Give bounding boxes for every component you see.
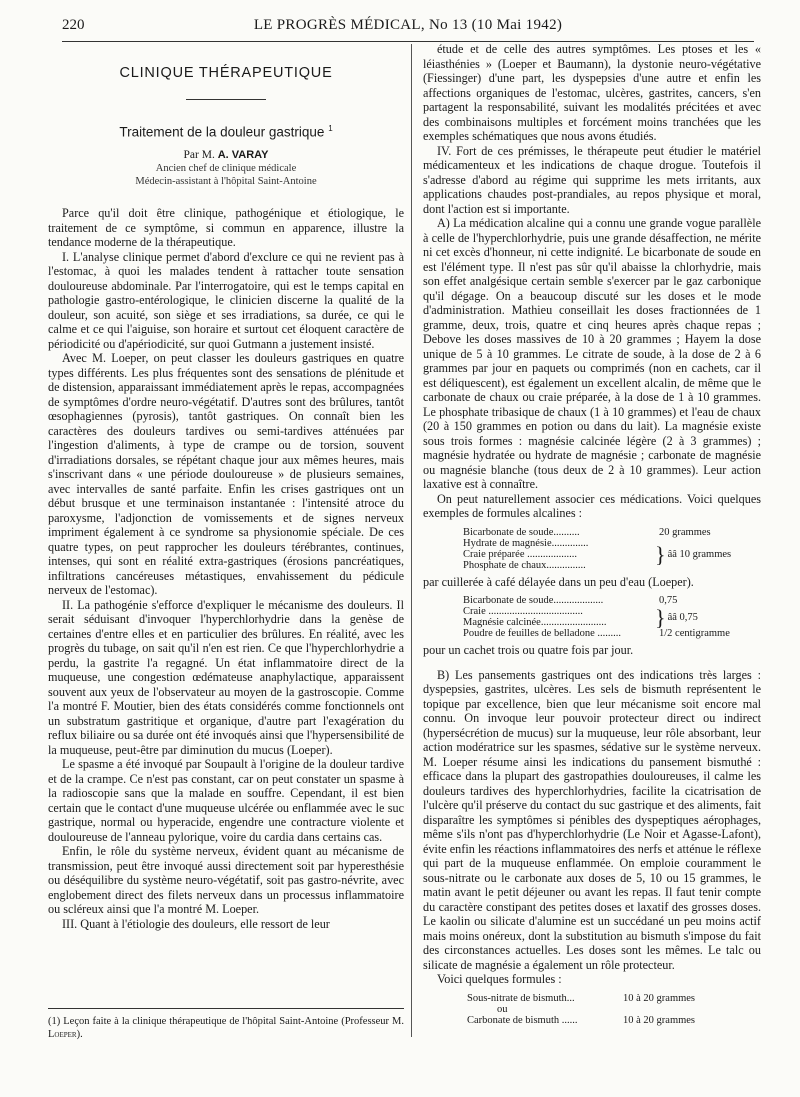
formula-2-dose-shared: ââ 0,75	[667, 611, 698, 623]
formula-3-or: ou	[497, 1003, 508, 1015]
left-paragraph: II. La pathogénie s'efforce d'expliquer le mécanisme des douleurs. Il serait séduisant d'invoquer l'hyperchlorhydrie dans la genèse de certaines d'entre elles et en particulier des brûlures. En réalité, avec les progrès du tubage, on sait qu'il n'en est rien. Ce que l'hyperchlorhydrie a perdu, la gastrite l'a regagné. Un état inflammatoire direct de la muqueuse, une congestion œdémateuse anaphylactique, apparaissent souvent aux yeux de l'observateur au moyen de la gastroscopie. Comme l'a montré F. Moutier, bien des états considérés comme fonctionnels ont un substratum gastritique et organique, d'autre part l'exagération du reflux biliaire ou sa durée ont été invoqués ainsi que l'hypersensibilité de la muqueuse, peut-être par diminution du mucus (Loeper).	[48, 597, 404, 757]
formula-3	[467, 993, 761, 1026]
formula-1-note: par cuillerée à café délayée dans un peu d'eau (Loeper).	[423, 574, 694, 589]
section-rule	[186, 99, 266, 100]
formula-1-row: Craie préparée ...................	[463, 548, 577, 560]
formula-2-row: Magnésie calcinée.........................	[463, 617, 607, 628]
footnote-end: ).	[76, 1029, 83, 1040]
left-paragraph: Parce qu'il doit être clinique, pathogénique et étiologique, le traitement de ce symptôme, si commun en apparence, illustre la tendance moderne de la thérapeutique.	[48, 206, 404, 249]
right-paragraph: A) La médication alcaline qui a connu une grande vogue parallèle à celle de l'hyperchlorhydrie, puis une grande désaffection, ne mérite ni cet excès d'honneur, ni cette indignité. Le bicarbonate de soude en est l'élément type. Il n'est pas sûr qu'il abaisse la chlorhydrie, mais son effet analgésique certain semble s'exercer par le gaz carbonique qu'il dégage. On a beaucoup discuté sur les doses et le mode d'administration. Mathieu conseillait les doses fractionnées de 1 gramme, deux, trois, quatre et cinq heures après chaque repas ; Debove les doses massives de 10 à 20 grammes ; Hayem la dose unique de 5 à 10 grammes. Le citrate de soude, à la dose de 2 à 6 grammes par jour en paquets ou comprimés (non en cachets, car il est déliquescent), est également un excellent alcalin, de même que le carbonate de chaux ou craie préparée, à la dose de 1 à 10 grammes. Le phosphate tribasique de chaux (1 à 10 grammes) et l'eau de chaux (20 à 150 grammes en potion ou dans du lait). La magnésie existe sous trois formes : magnésie calcinée légère (2 à 3 grammes) ; magnésie hydratée ou hydrate de magnésie ; carbonate de magnésie ou magnésie blanche (tous deux de 2 à 10 grammes). Leur action laxative est à connaître.	[423, 216, 761, 491]
formula-2-note: pour un cachet trois ou quatre fois par jour.	[423, 643, 634, 657]
formula-3-dose: 10 à 20 grammes	[623, 992, 696, 1004]
left-paragraph: Le spasme a été invoqué par Soupault à l'origine de la douleur tardive et de la crampe. Ce n'est pas constant, car on peut constater un spasme à la radioscopie sans que la malade en souffre. Cependant, il est bien certain que le contact d'une muqueuse ulcérée ou enflammée avec le suc gastrique, normal ou hyperacide, engendre une contracture violente et douloureuse de l'anneau pylorique, voire du cardia dans certains cas.	[48, 757, 404, 844]
left-paragraph: III. Quant à l'étiologie des douleurs, elle ressort de leur	[62, 916, 330, 931]
right-column	[423, 42, 761, 1030]
author-line	[48, 148, 404, 163]
author-name: A. VARAY	[217, 148, 269, 161]
right-body-top	[423, 42, 761, 521]
formula-1-row: Phosphate de chaux...............	[463, 559, 586, 571]
page-number: 220	[62, 17, 85, 33]
left-paragraph: Avec M. Loeper, on peut classer les douleurs gastriques en quatre types différents. Les plus fréquentes sont des sensations de plénitude et de distension, apparaissant immédiatement après le repas, accompagnées de symptômes d'ordre neuro-végétatif. D'autres sont des brûlures, tantôt œsophagiennes (pyrosis), tantôt gastriques. On connaît bien les caractères des douleurs tardives ou semi-tardives atténuées par l'ingestion d'aliments, à type de crampe ou de torsion, souvent d'irradiations dorsales, se répétant chaque jour aux mêmes heures, mais s'inscrivant dans « une période douloureuse » de plusieurs semaines, avec intervalles de santé parfaite. Enfin les crises gastriques ont un début brusque et une terminaison instantanée : l'intensité atroce du paroxysme, l'adjonction de vomissements et de signes nerveux impriment également à ce syndrome sa physionomie spéciale. De ces quatre types, on peut rapprocher les douleurs térébrantes, continues, intenses, qui sont en réalité extra-gastriques (érosions pancréatiques, infiltrations cancéreuses métastiques, envahissement du pédicule nerveux de l'estomac).	[48, 351, 404, 597]
right-paragraph: étude et de celle des autres symptômes. Les ptoses et les « léiasthénies » (Loeper et Baumann), la dystonie neuro-végétative (Fiessinger) d'une part, les dyspepsies d'une autre et enfin les affections organiques de l'estomac, ulcères, gastrites, cancers, s'en partagent la responsabilité, suivant les modalités précitées et avec des combinaisons multiples et forcément moins tranchées que les exemples schématiques que nous avons étudiés.	[423, 42, 761, 143]
brace: }	[655, 541, 666, 567]
brace: }	[655, 604, 666, 630]
formula-2	[463, 595, 761, 639]
left-paragraph: Enfin, le rôle du système nerveux, évident quant au mécanisme de transmission, peut être invoqué aussi directement soit par hyperesthésie ou déséquilibre du système neuro-végétatif, soit pas gastro-névrite, avec englobement direct des filets nerveux dans un processus inflammatoire ou scléreux ainsi que l'a montré M. Loeper.	[48, 844, 404, 916]
left-column	[48, 42, 404, 931]
title-footnote-mark: 1	[328, 123, 333, 133]
formula-1-dose: 20 grammes	[659, 526, 711, 538]
formula-1-row: Bicarbonate de soude..........	[463, 526, 580, 538]
affiliation-1: Ancien chef de clinique médicale	[155, 163, 297, 174]
running-header	[62, 17, 754, 39]
formula-3-row: Sous-nitrate de bismuth...	[467, 992, 575, 1004]
formula-3-dose: 10 à 20 grammes	[623, 1014, 696, 1026]
formula-2-dose: 0,75	[659, 595, 678, 606]
left-paragraph: I. L'analyse clinique permet d'abord d'exclure ce qui ne revient pas à l'estomac, à quoi les malades tendent à rattacher toute sensation douloureuse abdominale. Par l'interrogatoire, qui est le temps capital en pathologie gastro-entérologique, le clinicien discerne la qualité de la douleur, son acuité, son siège et ses irradiations, sa durée, ce qui le calme et ce qui l'aiguise, son horaire et surtout cet éloquent caractère de périodicité ou d'apériodicité, sur quoi Gutmann a justement insisté.	[48, 249, 404, 351]
right-body-bottom	[423, 668, 761, 987]
formula-1	[463, 527, 761, 571]
footnote	[48, 1008, 404, 1041]
affiliation-2: Médecin-assistant à l'hôpital Saint-Antoine	[135, 176, 317, 187]
formula-3-row: Carbonate de bismuth ......	[467, 1014, 578, 1026]
column-divider	[411, 44, 412, 1037]
right-paragraph: B) Les pansements gastriques ont des indications très larges : dyspepsies, gastrites, ulcères. Les sels de bismuth représentent le topique par excellence, bien que leur mécanisme soit encore mal connu. On invoque leur pouvoir protecteur direct ou indirect (hypersécrétion de mucus) sur la muqueuse, leur rôle absorbant, leur action modératrice sur les spasmes, sédative sur le système nerveux. M. Loeper résume ainsi les indications du pansement bismuthé : efficace dans la plupart des gastropathies douloureuses, il calme les douleurs tardives des hyperchlorhydries, facilite la cicatrisation de l'ulcère qu'il préserve du contact du suc gastrique et des aliments, fait disparaître les symptômes si pénibles des dyspeptiques aérophages, même s'ils n'ont pas d'hyperchlorhydrie (Le Noir et Agasse-Lafont), évite enfin les réactions inflammatoires des nerfs et atténue le réflexe qui part de la muqueuse enflammée. On emploie couramment le sous-nitrate ou le carbonate aux doses de 5, 10 ou 15 grammes, le matin avant le petit déjeuner ou avant les repas. Il faut tenir compte du caractère constipant des petites doses et laxatif des grosses doses. Le kaolin ou silicate d'alumine est un succédané un peu moins actif mais moins onéreux, dont la substitution au bismuth s'impose du fait des circonstances actuelles. Les doses sont les mêmes. Le talc ou silicate de magnésie a également un rôle protecteur.	[423, 667, 761, 972]
article-title	[48, 122, 404, 140]
formula-2-row: Craie ....................................	[463, 606, 583, 617]
right-paragraph: IV. Fort de ces prémisses, le thérapeute peut étudier le matériel médicamenteux et les indications de chaque drogue. Toutefois il s'adresse d'abord au régime qui supprime les mets irritants, aux applications chaudes post-prandiales, au repos physique et moral, dont l'action est si importante.	[423, 143, 761, 216]
formula-2-row: Poudre de feuilles de belladone .........	[463, 628, 622, 639]
formula-2-row: Bicarbonate de soude...................	[463, 595, 604, 606]
author-prefix: Par M.	[183, 148, 215, 161]
formula-2-dose: 1/2 centigramme	[659, 628, 730, 639]
section-title: CLINIQUE THÉRAPEUTIQUE	[119, 65, 333, 81]
right-paragraph: Voici quelques formules :	[437, 972, 562, 986]
article-title-text: Traitement de la douleur gastrique	[119, 124, 325, 139]
right-paragraph: On peut naturellement associer ces médications. Voici quelques exemples de formules alcalines :	[423, 491, 761, 520]
formula-1-row: Hydrate de magnésie..............	[463, 537, 589, 549]
formula-1-dose-shared: ââ 10 grammes	[667, 548, 732, 560]
footnote-text: (1) Leçon faite à la clinique thérapeutique de l'hôpital Saint-Antoine (Professeur M.	[48, 1016, 404, 1027]
footnote-name: Loeper	[48, 1029, 77, 1040]
journal-title: LE PROGRÈS MÉDICAL, No 13 (10 Mai 1942)	[253, 17, 563, 33]
left-body	[48, 206, 404, 931]
